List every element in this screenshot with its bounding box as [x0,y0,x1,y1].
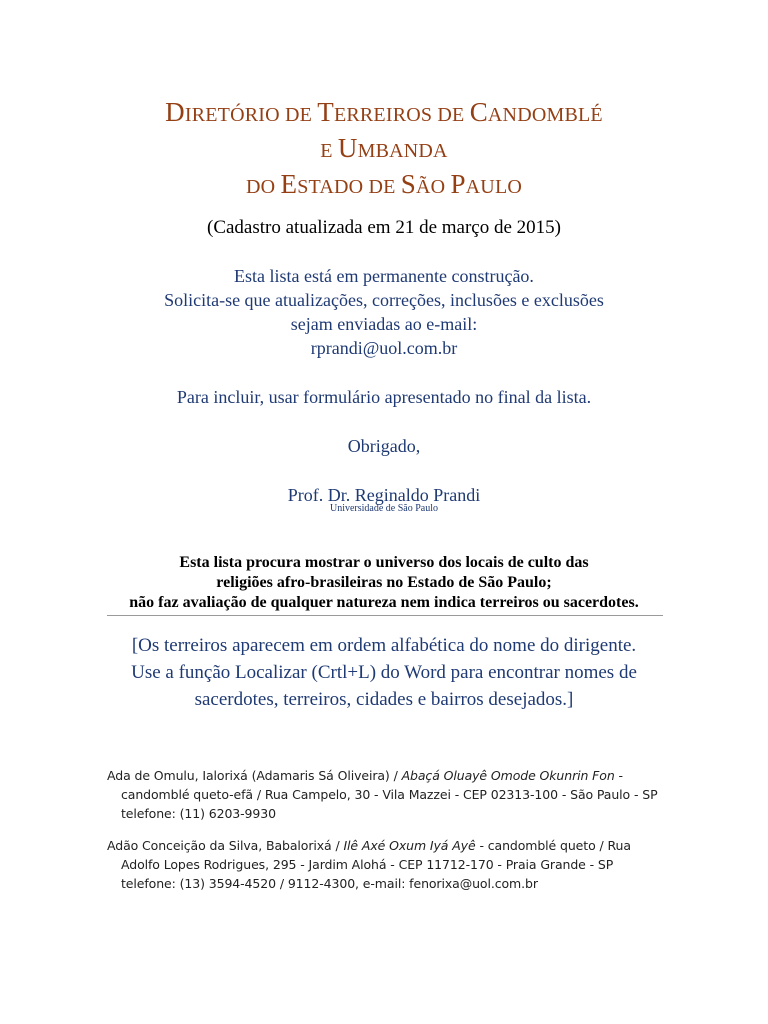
include-instruction: Para incluir, usar formulário apresentado no final da lista. [176,387,592,407]
scope-line: não faz avaliação de qualquer natureza nem indica terreiros ou sacerdotes. [129,594,639,611]
scope-line: religiões afro-brasileiras no Estado de São Paulo; [216,574,552,591]
entry-contact: telefone: (11) 6203-9930 [121,806,276,821]
intro-text [0,264,768,360]
author-name: Prof. Dr. Reginaldo Prandi [287,485,481,505]
entry-address: Adolfo Lopes Rodrigues, 295 - Jardim Alohá - CEP 11712-170 - Praia Grande - SP [121,857,614,872]
terreiro-name: Ilê Axé Oxum Iyá Ayê [343,838,476,853]
entry-address: candomblé queto-efã / Rua Campelo, 30 - Vila Mazzei - CEP 02313-100 - São Paulo - SP [121,787,658,802]
entry-contact: telefone: (13) 3594-4520 / 9112-4300, e-mail: fenorixa@uol.com.br [121,876,538,891]
update-date: (Cadastro atualizada em 21 de março de 2015) [207,217,561,238]
directory-entry [107,766,667,823]
usage-note [0,632,768,713]
scope-disclaimer [0,553,768,613]
intro-line: Esta lista está em permanente construção. [234,266,534,286]
note-line: Use a função Localizar (Crtl+L) do Word para encontrar nomes de [131,662,637,683]
intro-line: sejam enviadas ao e-mail: [290,314,478,334]
intro-line: Solicita-se que atualizações, correções, inclusões e exclusões [164,290,604,310]
note-line: [Os terreiros aparecem em ordem alfabética do nome do dirigente. [131,635,637,656]
divider [107,615,663,616]
terreiro-name: Abaçá Oluayê Omode Okunrin Fon [401,768,615,783]
scope-line: Esta lista procura mostrar o universo dos locais de culto das [179,554,589,571]
contact-email[interactable]: rprandi@uol.com.br [310,338,458,358]
entry-line: Adão Conceição da Silva, Babalorixá / Ilê Axé Oxum Iyá Ayê - candomblé queto / Rua [107,838,631,853]
directory-entry [107,836,667,893]
author-affiliation: Universidade de São Paulo [329,503,439,514]
title-line-1: DIRETÓRIO DE TERREIROS DE CANDOMBLÉ [165,97,603,127]
title-line-2: E UMBANDA [320,133,448,163]
title-line-3: DO ESTADO DE SÃO PAULO [245,169,523,199]
note-line: sacerdotes, terreiros, cidades e bairros desejados.] [194,689,574,710]
entry-line: Ada de Omulu, Ialorixá (Adamaris Sá Oliveira) / Abaçá Oluayê Omode Okunrin Fon - [107,768,623,783]
thanks-text: Obrigado, [347,436,421,456]
